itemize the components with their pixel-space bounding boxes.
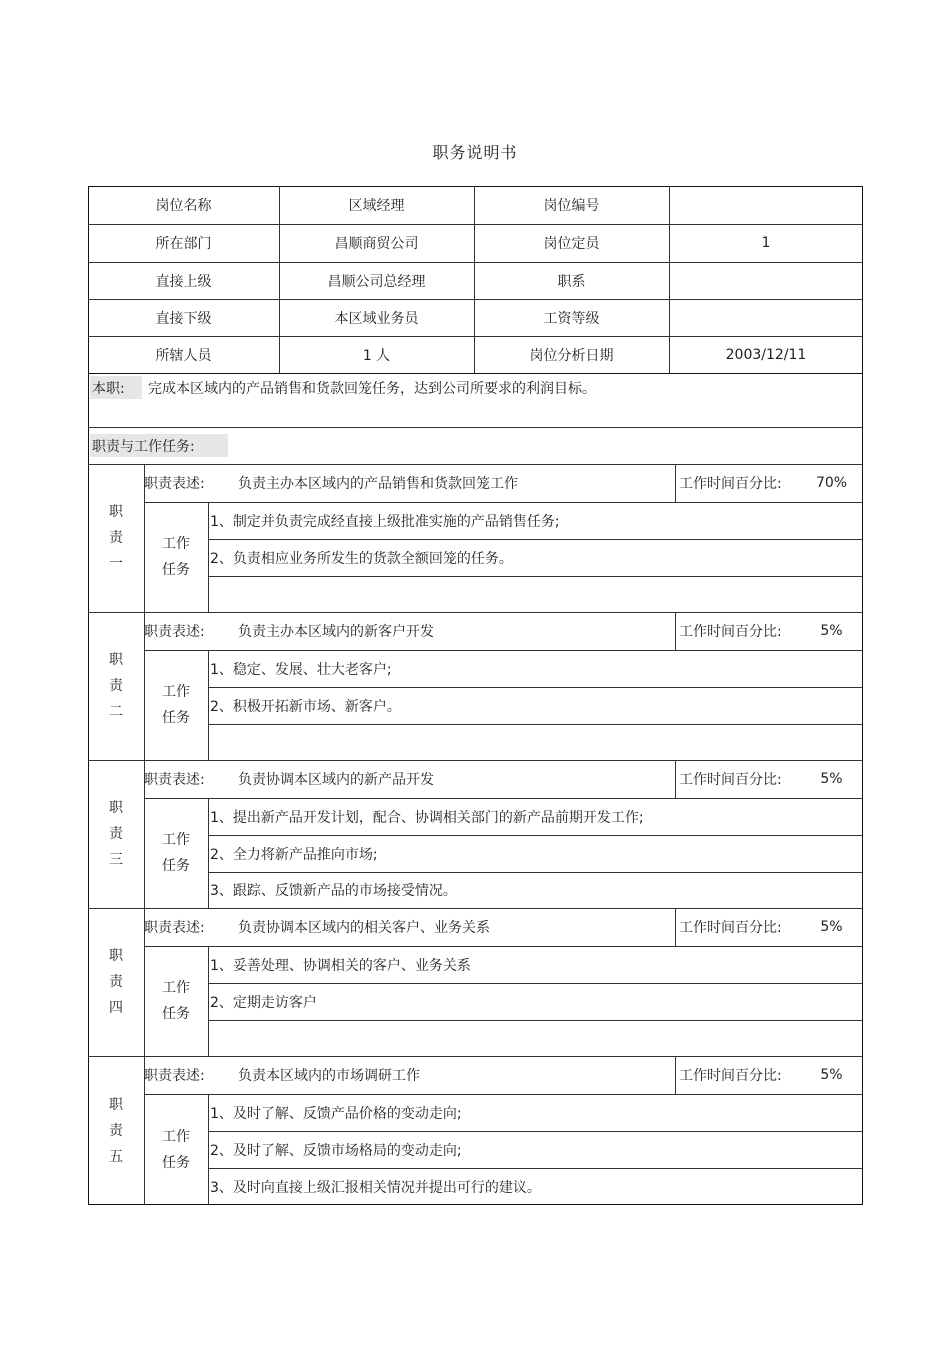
task-label-line: 工作 [162,1128,190,1145]
responsibility-1-task-label [144,502,208,612]
responsibility-5-task-3: 3、及时向直接上级汇报相关情况并提出可行的建议。 [210,1179,541,1196]
value-post-number [669,186,863,224]
responsibility-3-desc: 负责协调本区域内的新产品开发 [238,772,434,788]
responsibility-3-task-2: 2、全力将新产品推向市场; [210,846,378,863]
col-divider [208,1094,209,1205]
responsibility-3-name-char: 三 [109,852,123,868]
col-divider [208,650,209,760]
responsibility-4-task-1: 1、妥善处理、协调相关的客户、业务关系 [210,957,471,974]
task-label-line: 任务 [162,1154,190,1171]
section-label: 职责与工作任务: [90,434,228,457]
responsibility-3-name-char: 责 [109,826,123,842]
responsibility-5-task-2: 2、及时了解、反馈市场格局的变动走向; [210,1142,462,1159]
responsibility-3-desc-label: 职责表述: [144,772,205,788]
responsibility-4-name-char: 责 [109,974,123,990]
responsibility-3-percent-label: 工作时间百分比: [679,772,782,788]
responsibility-2-name-char: 职 [109,652,123,668]
responsibility-2-task-1: 1、稳定、发展、壮大老客户; [210,661,392,678]
task-label-line: 任务 [162,858,190,874]
col-divider [675,464,676,502]
row-divider [88,427,863,428]
responsibility-3-name-char: 职 [109,800,123,816]
responsibility-2-task-label [144,650,208,760]
value-department: 昌顺商贸公司 [334,236,419,252]
responsibility-5-percent: 5% [820,1067,843,1083]
label-salary-grade: 工资等级 [543,310,600,327]
value-direct-superior: 昌顺公司总经理 [327,273,426,290]
value-analysis-date: 2003/12/11 [725,346,807,363]
task-label-line: 任务 [162,562,190,578]
responsibility-1-desc: 负责主办本区域内的产品销售和货款回笼工作 [238,476,518,492]
label-post-name: 岗位名称 [155,198,212,214]
task-label-line: 任务 [162,710,190,726]
responsibility-5-desc-label: 职责表述: [144,1068,205,1084]
responsibility-5-name-char: 职 [109,1096,123,1113]
value-salary-grade [669,299,863,336]
responsibility-2-percent: 5% [820,623,843,639]
col-divider [675,612,676,650]
responsibility-4-task-label [144,946,208,1056]
responsibility-5-desc: 负责本区域内的市场调研工作 [238,1068,420,1084]
label-department: 所在部门 [155,236,212,252]
responsibility-2-task-3 [210,724,860,760]
responsibility-5-name-char: 五 [109,1148,123,1165]
row-divider [88,373,863,374]
responsibility-1-task-1: 1、制定并负责完成经直接上级批准实施的产品销售任务; [210,513,560,530]
responsibility-4-desc: 负责协调本区域内的相关客户、业务关系 [238,920,490,936]
responsibility-4-name-char: 职 [109,948,123,964]
responsibility-3-percent: 5% [820,771,843,787]
label-post-number: 岗位编号 [543,198,600,214]
responsibility-2-percent-label: 工作时间百分比: [679,624,782,640]
value-headcount: 1 [761,235,771,251]
responsibility-4-task-3 [210,1020,860,1056]
col-divider [675,760,676,798]
label-staff-count: 所辖人员 [155,347,212,364]
col-divider [675,908,676,946]
task-label-line: 工作 [162,980,190,996]
col-divider [675,1056,676,1094]
responsibility-1-name [88,464,144,612]
task-label-line: 工作 [162,832,190,848]
responsibility-4-task-2: 2、定期走访客户 [210,994,317,1011]
responsibility-5-name-char: 责 [109,1122,123,1139]
label-direct-subordinate: 直接下级 [155,310,212,327]
col-divider [208,502,209,612]
col-divider [208,946,209,1056]
responsibility-1-name-char: 职 [109,504,123,520]
responsibility-1-task-2: 2、负责相应业务所发生的货款全额回笼的任务。 [210,550,513,567]
responsibility-2-name-char: 二 [109,704,123,720]
responsibility-1-name-char: 责 [109,530,123,546]
col-divider [208,798,209,908]
responsibility-4-desc-label: 职责表述: [144,920,205,936]
label-job-family: 职系 [557,273,586,290]
responsibility-4-name-char: 四 [109,1000,123,1016]
responsibility-3-task-3: 3、跟踪、反馈新产品的市场接受情况。 [210,883,457,899]
value-job-family [669,262,863,299]
responsibility-5-task-1: 1、及时了解、反馈产品价格的变动走向; [210,1105,462,1122]
responsibility-2-desc-label: 职责表述: [144,624,205,640]
task-label-line: 工作 [162,684,190,700]
task-label-line: 任务 [162,1006,190,1022]
value-direct-subordinate: 本区域业务员 [334,310,419,327]
responsibility-1-name-char: 一 [109,556,123,572]
responsibility-1-task-3 [210,576,860,612]
responsibility-3-name [88,760,144,908]
label-direct-superior: 直接上级 [155,273,212,290]
responsibility-1-percent: 70% [815,475,848,491]
responsibility-3-task-label [144,798,208,908]
responsibility-2-task-2: 2、积极开拓新市场、新客户。 [210,698,401,715]
responsibility-3-task-1: 1、提出新产品开发计划，配合、协调相关部门的新产品前期开发工作; [210,809,644,826]
responsibility-5-task-label [144,1094,208,1205]
value-post-name: 区域经理 [348,198,405,214]
responsibility-2-name-char: 责 [109,678,123,694]
responsibility-2-desc: 负责主办本区域内的新客户开发 [238,624,434,640]
label-headcount: 岗位定员 [543,236,600,252]
responsibility-5-name [88,1056,144,1205]
responsibility-4-percent-label: 工作时间百分比: [679,920,782,936]
responsibility-4-percent: 5% [820,919,843,935]
label-analysis-date: 岗位分析日期 [529,347,614,364]
value-staff-count: 1 人 [362,347,391,364]
document-title: 职务说明书 [432,143,518,162]
responsibility-5-percent-label: 工作时间百分比: [679,1068,782,1084]
responsibility-1-desc-label: 职责表述: [144,476,205,492]
responsibility-4-name [88,908,144,1056]
duty-label: 本职: [90,376,142,399]
responsibility-1-percent-label: 工作时间百分比: [679,476,782,492]
responsibility-2-name [88,612,144,760]
duty-text: 完成本区域内的产品销售和货款回笼任务，达到公司所要求的利润目标。 [148,380,596,397]
task-label-line: 工作 [162,536,190,552]
